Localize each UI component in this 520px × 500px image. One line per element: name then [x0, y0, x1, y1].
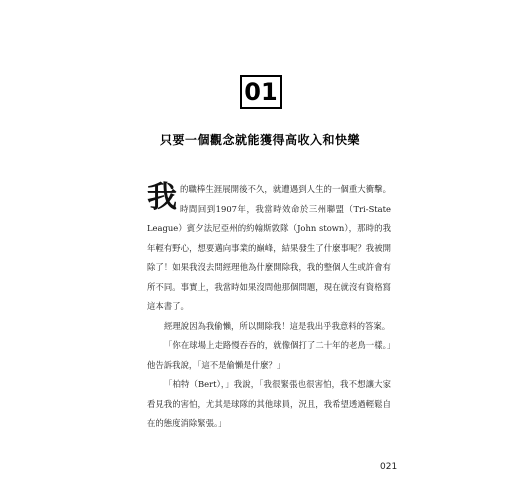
- paragraph-1-text: 的職棒生涯展開後不久，就遭遇到人生的一個重大衝擊。時間回到1907年，我當時效命於三州聯盟（Tri-State League）賓夕法尼亞州的約翰斯敦隊（John stown），那時的我年輕有野心，想要邁向事業的巔峰，結果發生了什麼事呢？我被開除了！如果我沒去問經理他為什麼開除我，我的整個人生或許會有所不同。事實上，我當時如果沒問他那個問題，現在就沒有資格寫這本書了。: [147, 184, 391, 311]
- paragraph-2: 經理說因為我偷懶，所以開除我！這是我出乎我意料的答案。: [164, 320, 391, 331]
- paragraph-1: [147, 180, 391, 317]
- chapter-number: 01: [244, 78, 278, 106]
- paragraph-4: 「柏特（Bert），」我說，「我很緊張也很害怕，我不想讓大家看見我的害怕，尤其是球隊的其他球員，況且，我希望透過輕鬆自在的態度消除緊張。」: [147, 379, 391, 428]
- body-text: [147, 180, 391, 434]
- paragraph-3: 「你在球場上走路慢吞吞的，就像個打了二十年的老鳥一樣。」他告訴我說，「這不是偷懶是什麼？」: [147, 340, 391, 370]
- chapter-number-box: [240, 75, 282, 109]
- page-number: 021: [380, 462, 398, 472]
- chapter-title: 只要一個觀念就能獲得高收入和快樂: [159, 133, 360, 147]
- drop-cap: 我: [147, 180, 177, 215]
